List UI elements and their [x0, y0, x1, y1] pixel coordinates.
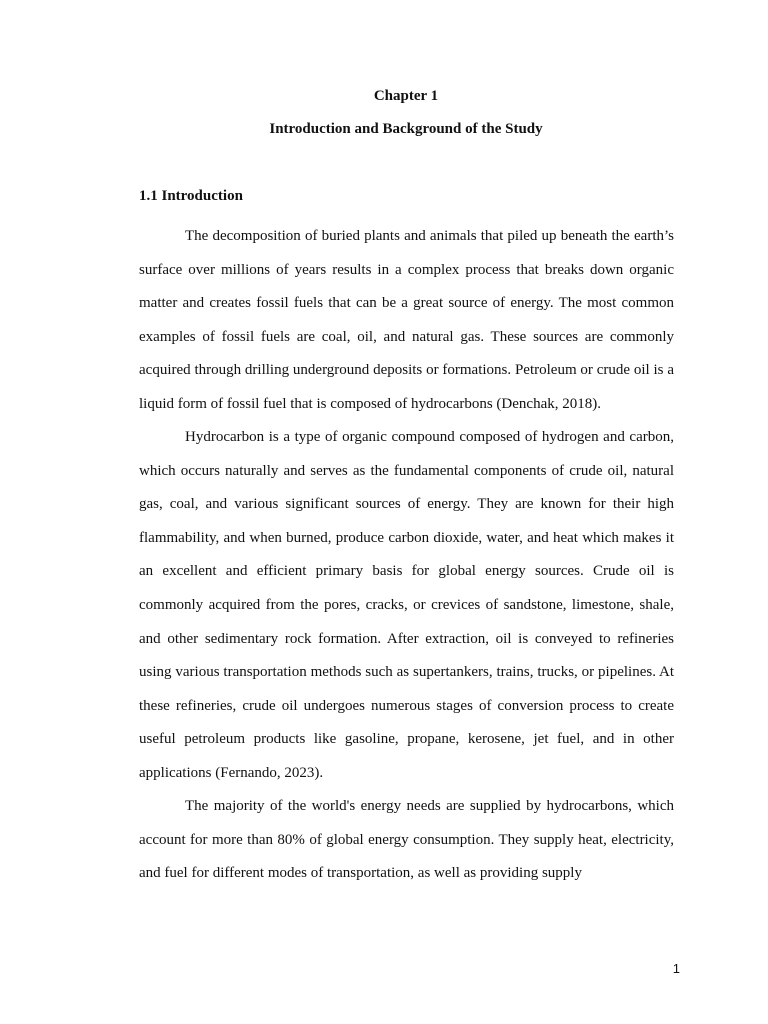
- chapter-label: Chapter 1: [373, 88, 439, 104]
- paragraph-3: The majority of the world's energy needs are supplied by hydrocarbons, which account for more than 80% of global energy consumption. They supply heat, electricity, and fuel for different modes of transportation, as well as providing supply: [139, 798, 674, 882]
- paragraph-1: The decomposition of buried plants and animals that piled up beneath the earth’s surface over millions of years results in a complex process that breaks down organic matter and creates fossil fuels that can be a great source of energy. The most common examples of fossil fuels are coal, oil, and natural gas. These sources are commonly acquired through drilling underground deposits or formations. Petroleum or crude oil is a liquid form of fossil fuel that is composed of hydrocarbons (Denchak, 2018).: [139, 228, 674, 412]
- chapter-title: Introduction and Background of the Study: [269, 121, 543, 137]
- paragraph-2: Hydrocarbon is a type of organic compound composed of hydrogen and carbon, which occurs naturally and serves as the fundamental components of crude oil, natural gas, coal, and various significant sources of energy. They are known for their high flammability, and when burned, produce carbon dioxide, water, and heat which makes it an excellent and efficient primary basis for global energy sources. Crude oil is commonly acquired from the pores, cracks, or crevices of sandstone, limestone, shale, and other sedimentary rock formation. After extraction, oil is conveyed to refineries using various transportation methods such as supertankers, trains, trucks, or pipelines. At these refineries, crude oil undergoes numerous stages of conversion process to create useful petroleum products like gasoline, propane, kerosene, jet fuel, and in other applications (Fernando, 2023).: [139, 429, 674, 781]
- body-text: [139, 220, 674, 891]
- section-heading: 1.1 Introduction: [139, 188, 243, 204]
- page-number: 1: [672, 961, 680, 976]
